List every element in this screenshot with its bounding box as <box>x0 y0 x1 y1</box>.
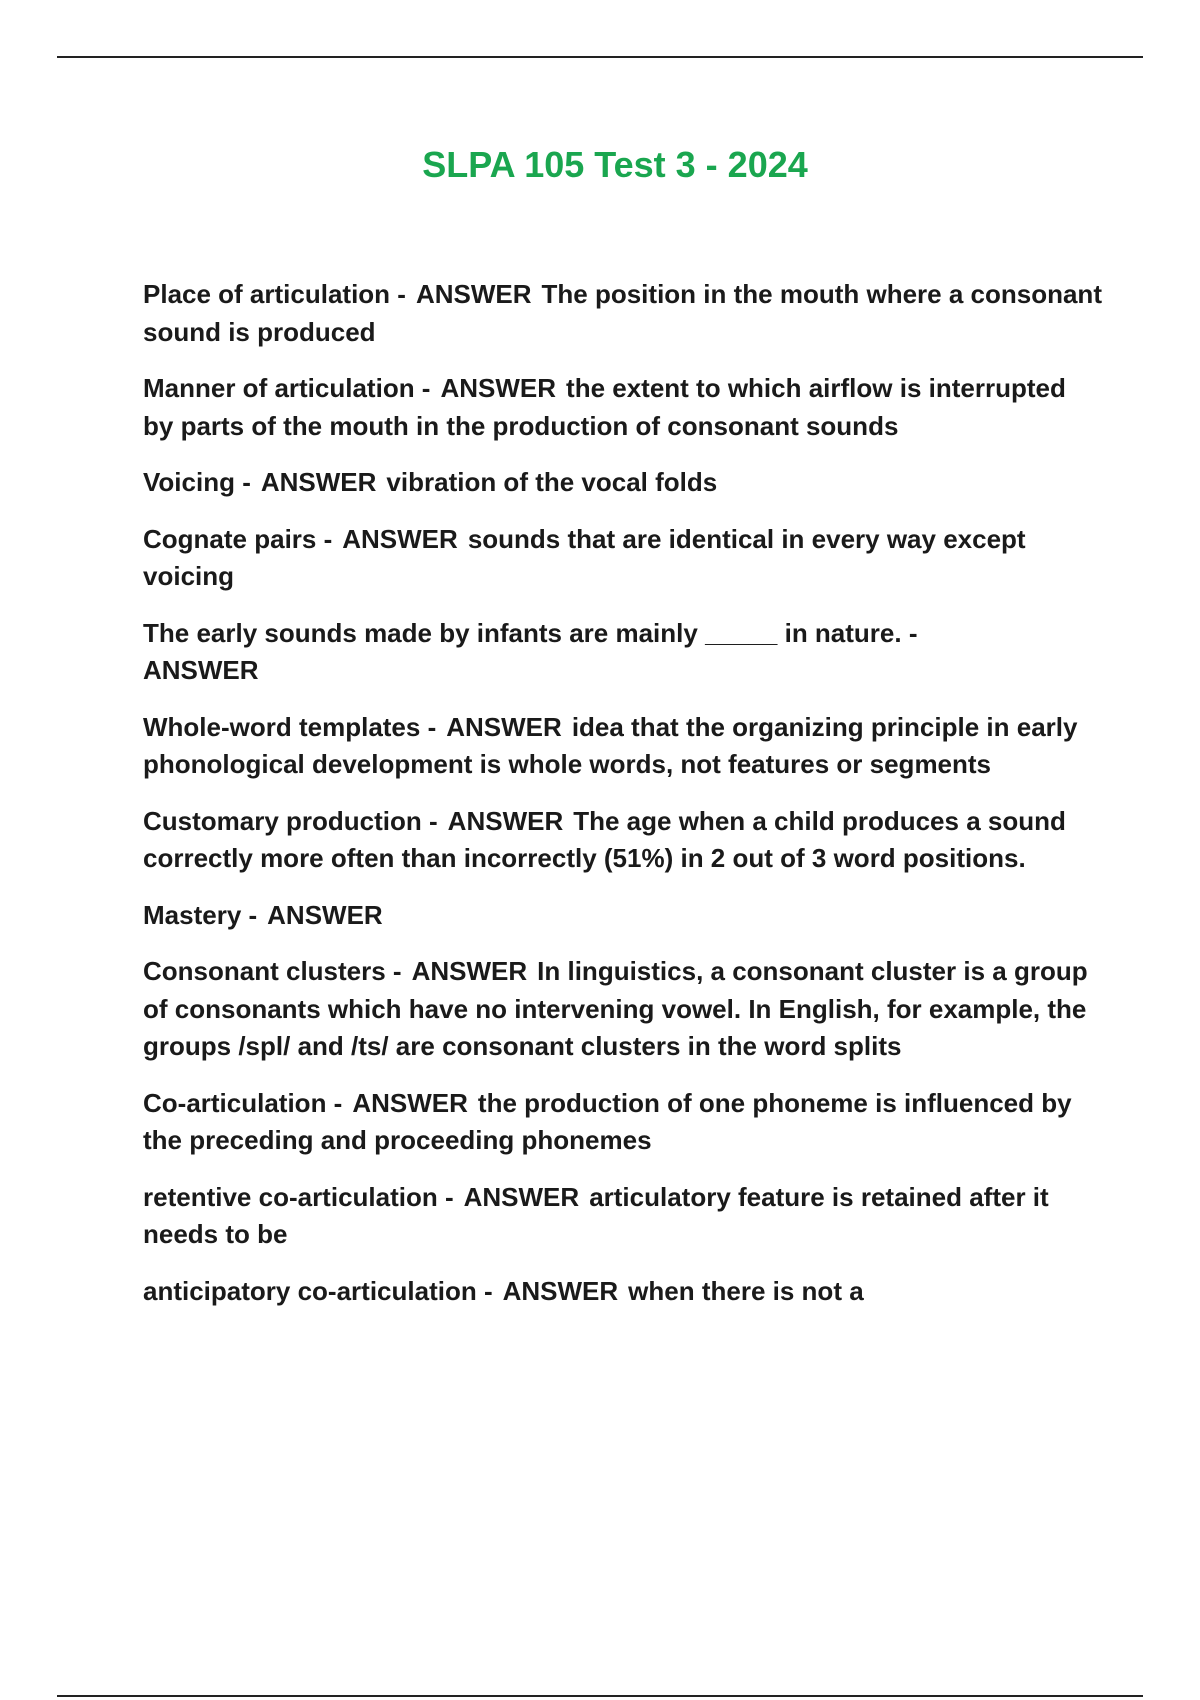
header-rule <box>57 56 1143 58</box>
answer-tag: ANSWER <box>446 711 562 742</box>
qa-answer: sounds that are identical in every way except voicing <box>143 523 1026 591</box>
qa-answer: articulatory feature is retained after it needs to be <box>143 1181 1049 1249</box>
answer-tag: ANSWER <box>260 467 377 497</box>
qa-term: Consonant clusters - <box>143 956 402 986</box>
footer-rule <box>57 1695 1143 1697</box>
qa-term: Customary production - <box>143 805 438 836</box>
qa-term: Cognate pairs - <box>143 523 333 554</box>
qa-item <box>143 953 1103 1066</box>
qa-answer: vibration of the vocal folds <box>386 467 718 497</box>
qa-item <box>143 615 1103 690</box>
qa-item <box>143 803 1103 878</box>
qa-answer: The position in the mouth where a consonant sound is produced <box>143 279 1102 347</box>
qa-term: Manner of articulation - <box>143 373 431 403</box>
answer-tag: ANSWER <box>502 1275 619 1306</box>
qa-term: retentive co-articulation - <box>143 1181 454 1212</box>
qa-item <box>143 1273 1103 1311</box>
qa-term: The early sounds made by infants are mainly _____ in nature. - <box>143 617 918 648</box>
document-title: SLPA 105 Test 3 - 2024 <box>422 144 808 185</box>
qa-list <box>143 276 1103 1329</box>
qa-term: Voicing - <box>143 467 251 497</box>
qa-item <box>143 370 1103 445</box>
qa-answer: the extent to which airflow is interrupted by parts of the mouth in the production of consonant sounds <box>143 373 1066 441</box>
qa-term: Mastery - <box>143 899 258 930</box>
answer-tag: ANSWER <box>411 956 528 986</box>
answer-tag: ANSWER <box>267 899 383 930</box>
qa-item <box>143 1085 1103 1160</box>
answer-tag: ANSWER <box>463 1181 580 1212</box>
qa-term: Whole-word templates - <box>143 711 437 742</box>
answer-tag: ANSWER <box>352 1087 468 1118</box>
qa-answer: idea that the organizing principle in early phonological development is whole words, not features or segments <box>143 711 1078 779</box>
qa-term: Co-articulation - <box>143 1087 343 1118</box>
qa-item <box>143 464 1103 502</box>
qa-term: Place of articulation - <box>143 279 406 309</box>
qa-item <box>143 709 1103 784</box>
qa-item <box>143 521 1103 596</box>
answer-tag: ANSWER <box>447 805 564 836</box>
answer-tag: ANSWER <box>342 523 458 554</box>
answer-tag: ANSWER <box>440 373 557 403</box>
qa-item <box>143 276 1103 351</box>
qa-answer: when there is not a <box>628 1275 864 1306</box>
qa-item <box>143 897 1103 935</box>
qa-answer: the production of one phoneme is influenced by the preceding and proceeding phonemes <box>143 1087 1072 1155</box>
answer-tag: ANSWER <box>415 279 532 309</box>
qa-term: anticipatory co-articulation - <box>143 1275 493 1306</box>
qa-answer: The age when a child produces a sound correctly more often than incorrectly (51%) in 2 out of 3 word positions. <box>143 805 1066 873</box>
answer-tag: ANSWER <box>143 655 259 685</box>
qa-item <box>143 1179 1103 1254</box>
qa-answer: In linguistics, a consonant cluster is a group of consonants which have no intervening vowel. In English, for example, the groups /spl/ and /ts/ are consonant clusters in the word splits <box>143 956 1088 1061</box>
